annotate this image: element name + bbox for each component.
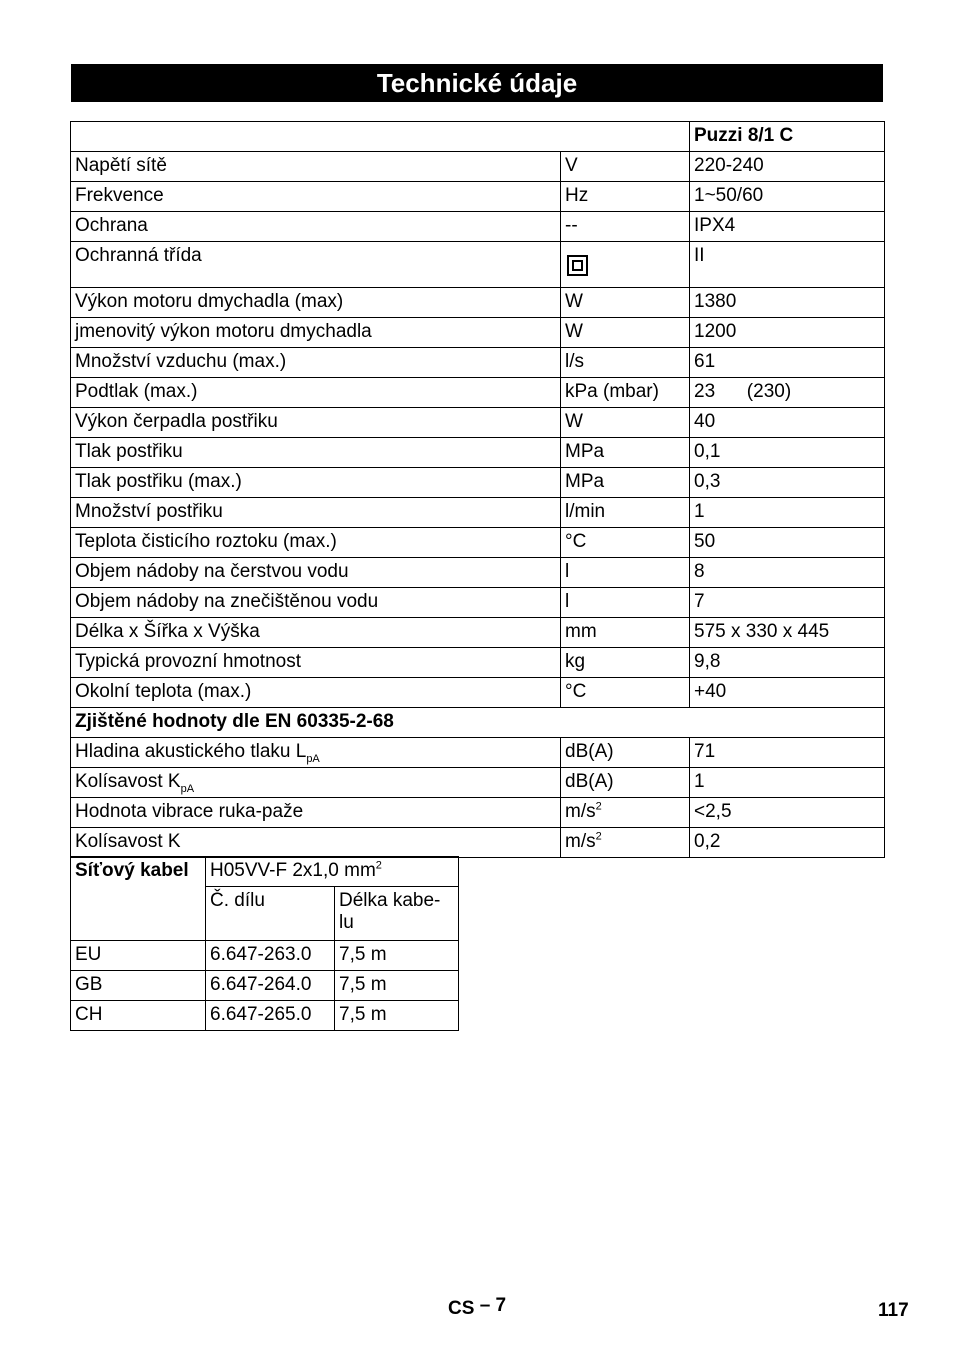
table-row: Tlak postřiku (max.) MPa 0,3 [71, 468, 885, 498]
table-row: jmenovitý výkon motoru dmychadla W 1200 [71, 318, 885, 348]
page-number: 117 [878, 1300, 909, 1321]
table-row: Teplota čisticího roztoku (max.) °C 50 [71, 528, 885, 558]
footer-section-label: CS – 7 [448, 1295, 507, 1319]
page-title: Technické údaje [71, 64, 883, 102]
table-row: Množství vzduchu (max.) l/s 61 [71, 348, 885, 378]
table-row: Ochrana -- IPX4 [71, 212, 885, 242]
measured-values-heading: Zjištěné hodnoty dle EN 60335-2-68 [71, 708, 885, 738]
table-row: EU 6.647-263.0 7,5 m [71, 941, 459, 971]
table-row: Objem nádoby na znečištěnou vodu l 7 [71, 588, 885, 618]
table-row: Tlak postřiku MPa 0,1 [71, 438, 885, 468]
table-row: Podtlak (max.) kPa (mbar) 23 (230) [71, 378, 885, 408]
table-row: Frekvence Hz 1~50/60 [71, 182, 885, 212]
table-row: Objem nádoby na čerstvou vodu l 8 [71, 558, 885, 588]
table-row: Kolísavost $K_{pA}$ dB(A) 1 [71, 768, 885, 798]
table-row: Napětí sítě V 220-240 [71, 152, 885, 182]
table-header-row [71, 122, 885, 152]
cable-label: Síťový kabel [71, 857, 206, 941]
table-row: Množství postřiku l/min 1 [71, 498, 885, 528]
table-row: Hladina akustického tlaku $L_{pA}$ dB(A) 71 [71, 738, 885, 768]
table-row: Č. dílu Délka kabe-lu [71, 887, 459, 941]
table-row: Výkon čerpadla postřiku W 40 [71, 408, 885, 438]
table-row: Okolní teplota (max.) °C +40 [71, 678, 885, 708]
power-cable-table [70, 856, 459, 1031]
table-row: Kolísavost K $m/s^2$ 0,2 [71, 828, 885, 858]
measured-header-row [71, 708, 885, 738]
model-name: Puzzi 8/1 C [690, 122, 885, 152]
table-row: CH 6.647-265.0 7,5 m [71, 1001, 459, 1031]
specifications-table [70, 121, 885, 858]
table-row [71, 857, 459, 887]
table-row: Hodnota vibrace ruka-paže $m/s^2$ <2,5 [71, 798, 885, 828]
table-row: Typická provozní hmotnost kg 9,8 [71, 648, 885, 678]
table-row: Výkon motoru dmychadla (max) W 1380 [71, 288, 885, 318]
cable-type: H05VV-F 2x1,0 $mm^2$ [206, 857, 459, 887]
table-row: Délka x Šířka x Výška mm 575 x 330 x 445 [71, 618, 885, 648]
table-row: Ochranná třída II [71, 242, 885, 288]
protection-class-ii-icon [567, 255, 588, 276]
table-row: GB 6.647-264.0 7,5 m [71, 971, 459, 1001]
